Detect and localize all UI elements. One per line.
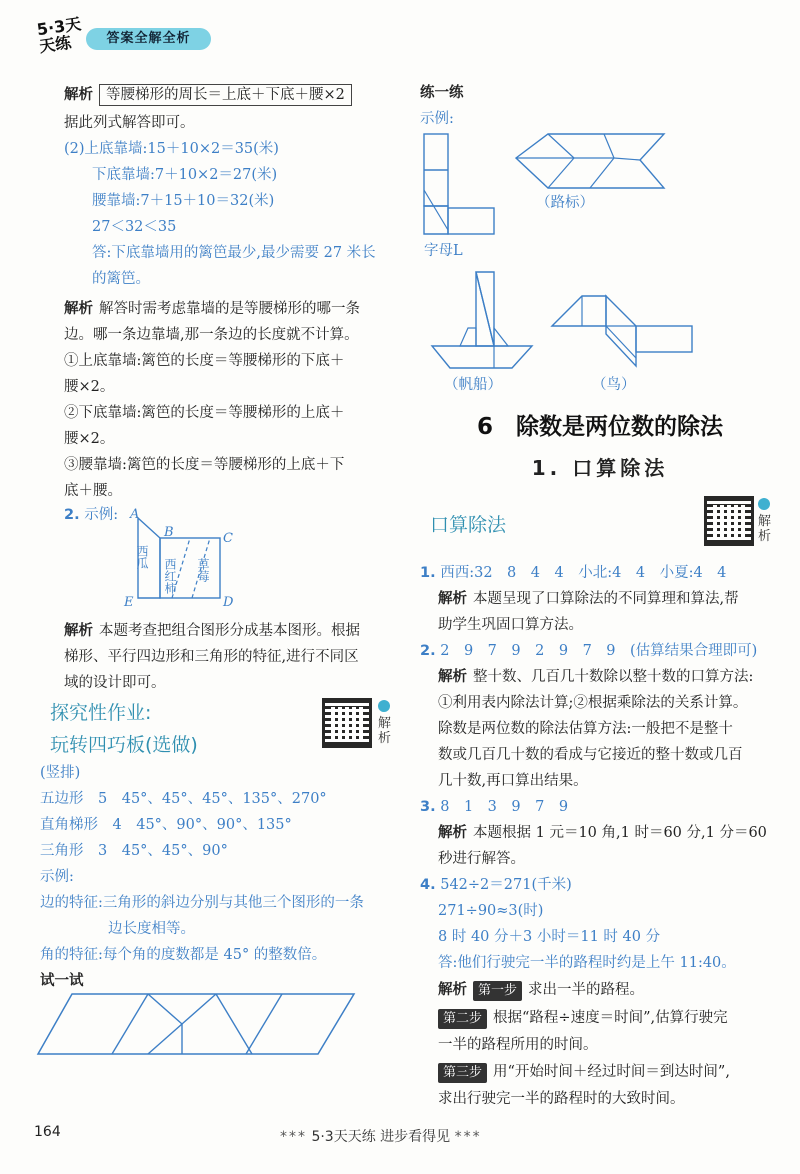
answer-line: 腰靠墙:7＋15＋10＝32(米) xyxy=(92,193,275,209)
question-2: 2. 示例: xyxy=(64,507,119,523)
qr-label-right: 解析 xyxy=(758,514,772,544)
bird-figure xyxy=(550,290,700,370)
section-banner-oral: 口算除法 xyxy=(420,510,516,540)
tangram-answers: (竖排) 五边形 5 45°、45°、45°、135°、270° 直角梯形 4 45°、90°、90°、135° 三角形 3 45°、45°、90° 示例: 边的特征:三角形的斜边分别与其他三个图形的一条 边长度相等。 角的特征:每个角的度数都是 45° 的整数倍。 试一试 xyxy=(40,765,364,989)
analysis-3: 解析 本题考查把组合图形分成基本图形。根据 梯形、平行四边形和三角形的特征,进行不同区 域的设计即可。 xyxy=(64,623,360,691)
letter-l-figure xyxy=(420,130,500,250)
text-line: ①上底靠墙:篱笆的长度＝等腰梯形的下底＋ xyxy=(64,353,345,369)
text-line: 边。哪一条边靠墙,那一条边的长度就不计算。 xyxy=(64,327,359,343)
footer-slogan: *** 5·3天天练 进步看得见 *** xyxy=(280,1129,482,1145)
right-column: 练一练 示例: xyxy=(420,85,464,127)
caption-road-sign: （路标） xyxy=(536,195,594,211)
section-banner-explore: 探究性作业: 玩转四巧板(选做) xyxy=(40,698,208,760)
vertex-a: A xyxy=(130,507,140,522)
text-line: ②下底靠墙:篱笆的长度＝等腰梯形的上底＋ xyxy=(64,405,345,421)
step-2-tag: 第二步 xyxy=(438,1009,487,1029)
road-sign-figure xyxy=(514,130,674,195)
text-line: 解答时需考虑靠墙的是等腰梯形的哪一条 xyxy=(99,301,360,317)
answer-line: 答:下底靠墙用的篱笆最少,最少需要 27 米长 xyxy=(92,245,376,261)
text-line: 腰×2。 xyxy=(64,379,115,395)
section-subtitle: 1. 口算除法 xyxy=(531,456,669,480)
text-line: 据此列式解答即可。 xyxy=(64,115,195,131)
play-icon-right xyxy=(758,498,770,510)
oral-division-answers: 1. 西西:32 8 4 4 小北:4 4 小夏:4 4 解析 本题呈现了口算除法的不同算理和算法,帮 助学生巩固口算方法。 2. 2 9 7 9 2 9 7 9 (估算结果合理即可) 解析 整十数、几百几十数除以整十数的口算方法: ①利用表内除法计算;②根据乘除法的关系计算。 除数是两位数的除法估算方法:一般把不是整十 数或几百几十数的看成与它接近的整十数或几百 几十数,再口算出结果。 3. 8 1 3 9 7 9 解析 本题根据 1 元＝10 角,1 时＝60 分,1 分＝60 秒进行解答。 4. 542÷2＝271(千米) 271÷90≈3(时) 8 时 40 分＋3 小时＝11 时 40 分 答:他们行驶完一半的路程时约是上午 11:40。 解析 第一步 求出一半的路程。 第二步 根据“路程÷速度＝时间”,估算行驶完 一半的路程所用的时间。 第三步 用“开始时间＋经过时间＝到达时间”, 求出行驶完一半的路程时的大致时间。 xyxy=(420,565,767,1107)
qr-label: 解析 xyxy=(378,716,392,746)
text-line: 底＋腰。 xyxy=(64,483,122,499)
answer-line: (2)上底靠墙:15＋10×2＝35(米) xyxy=(64,141,279,157)
play-icon xyxy=(378,700,390,712)
left-column xyxy=(64,80,394,504)
garden-figure xyxy=(110,500,250,610)
answer-line: 27＜32＜35 xyxy=(92,219,177,235)
vertex-d: D xyxy=(223,595,234,610)
region-label-3: 草莓 xyxy=(196,558,210,582)
answer-line: 下底靠墙:7＋10×2＝27(米) xyxy=(92,167,278,183)
sailboat-figure xyxy=(428,268,538,374)
tangram-parallelogram-figure xyxy=(36,990,356,1060)
qr-code[interactable] xyxy=(322,698,372,748)
vertex-b: B xyxy=(164,525,174,540)
text-line: ③腰靠墙:篱笆的长度＝等腰梯形的上底＋下 xyxy=(64,457,345,473)
page-number: 164 xyxy=(34,1124,61,1140)
text-line: 腰×2。 xyxy=(64,431,115,447)
analysis-label: 解析 xyxy=(64,87,93,103)
step-1-tag: 第一步 xyxy=(473,981,522,1001)
caption-bird: （鸟） xyxy=(592,377,636,393)
vertex-c: C xyxy=(223,531,233,546)
page-header xyxy=(0,0,800,60)
region-label-1: 西瓜 xyxy=(135,545,149,569)
caption-sailboat: （帆船） xyxy=(444,377,502,393)
region-label-2: 西红柿 xyxy=(163,558,177,594)
qr-code-right[interactable] xyxy=(704,496,754,546)
formula-box: 等腰梯形的周长＝上底＋下底＋腰×2 xyxy=(99,84,352,106)
brand-logo: 5·3天天练 xyxy=(35,14,83,57)
caption-letter-l: 字母L xyxy=(424,243,463,259)
vertex-e: E xyxy=(124,595,134,610)
analysis-label: 解析 xyxy=(64,301,93,317)
chapter-title: 6 除数是两位数的除法 xyxy=(476,414,723,440)
header-title: 答案全解全析 xyxy=(86,28,211,50)
answer-line: 的篱笆。 xyxy=(92,271,150,287)
step-3-tag: 第三步 xyxy=(438,1063,487,1083)
